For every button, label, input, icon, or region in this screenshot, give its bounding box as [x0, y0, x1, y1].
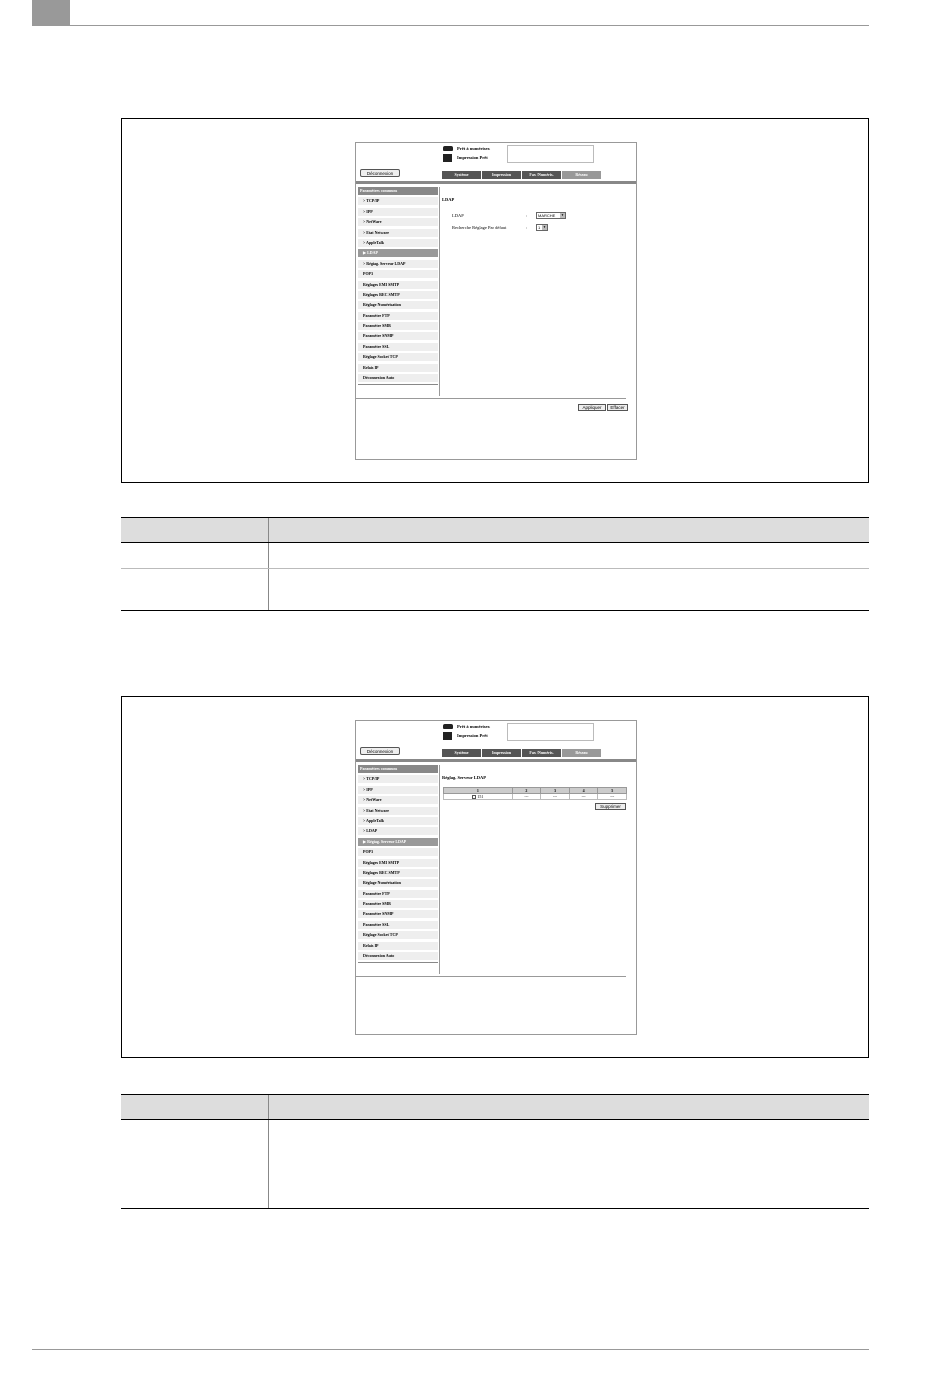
column-header: 1 — [444, 788, 513, 794]
sidebar-item-netware-status[interactable]: > Etat Netware — [358, 229, 438, 237]
table-header-cell — [121, 518, 268, 543]
ldap-select-value: MARCHE — [538, 213, 556, 218]
status-print: Impression Prêt — [457, 155, 488, 160]
scanner-icon — [443, 724, 453, 729]
sidebar — [358, 187, 440, 396]
table-row — [121, 543, 869, 569]
table-header-cell — [268, 1095, 869, 1120]
page-title: LDAP — [442, 197, 455, 202]
server-cell[interactable]: --- — [512, 794, 541, 800]
sidebar — [358, 765, 440, 974]
sidebar-item-pop3[interactable]: POP3 — [358, 848, 438, 856]
tab-bar — [442, 749, 602, 757]
status-box — [507, 723, 594, 741]
sidebar-item-scan[interactable]: Réglage Numérisation — [358, 879, 438, 887]
top-rule — [32, 25, 869, 26]
status-scan: Prêt à numériser. — [457, 146, 491, 151]
sidebar-item-ldap[interactable]: ▶ LDAP — [358, 249, 438, 257]
status-scan: Prêt à numériser. — [457, 724, 491, 729]
tab-fax-scan[interactable]: Fax /Numéris. — [522, 749, 561, 757]
ldap-colon: : — [526, 213, 528, 218]
server-cell[interactable]: --- — [569, 794, 598, 800]
logout-button[interactable]: Déconnexion — [360, 169, 400, 177]
clear-button[interactable]: Effacer — [607, 404, 628, 411]
column-header: 4 — [569, 788, 598, 794]
sidebar-item-appletalk[interactable]: > AppleTalk — [358, 239, 438, 247]
bottom-rule — [32, 1349, 869, 1350]
header-rule — [356, 181, 637, 184]
status-print: Impression Prêt — [457, 733, 488, 738]
table-row — [121, 569, 869, 611]
sidebar-item-smtp-tx[interactable]: Réglages EMI SMTP — [358, 859, 438, 867]
table-cell — [268, 1120, 869, 1209]
default-search-label: Recherche Réglage Par défaut — [452, 225, 507, 230]
sidebar-item-ldap[interactable]: > LDAP — [358, 827, 438, 835]
tab-print[interactable]: Impression — [482, 749, 521, 757]
table-row — [444, 794, 627, 800]
tab-network[interactable]: Réseau — [562, 749, 601, 757]
table-cell — [121, 569, 268, 611]
status-box — [507, 145, 594, 163]
table-header-cell — [268, 518, 869, 543]
server-cell[interactable] — [444, 794, 513, 800]
sidebar-item-auto-logout[interactable]: Déconnexion Auto — [358, 952, 438, 960]
sidebar-item-ftp[interactable]: Paramètre FTP — [358, 890, 438, 898]
sidebar-item-appletalk[interactable]: > AppleTalk — [358, 817, 438, 825]
sidebar-item-netware-status[interactable]: > Etat Netware — [358, 807, 438, 815]
sidebar-item-tcpip[interactable]: > TCP/IP — [358, 197, 438, 205]
sidebar-item-smb[interactable]: Paramètre SMB — [358, 900, 438, 908]
server-cell-value: 151 — [477, 794, 484, 799]
sidebar-category: Paramètres communs — [358, 765, 438, 773]
sidebar-item-netware[interactable]: > NetWare — [358, 218, 438, 226]
column-header: 5 — [598, 788, 627, 794]
server-checkbox[interactable] — [472, 795, 476, 799]
sidebar-item-tcp-socket[interactable]: Réglage Socket TCP — [358, 353, 438, 361]
delete-button[interactable]: Supprimer — [595, 803, 626, 810]
chapter-tab — [32, 0, 70, 25]
ldap-select[interactable] — [536, 212, 566, 219]
sidebar-item-auto-logout[interactable]: Déconnexion Auto — [358, 374, 438, 382]
ldap-server-table — [443, 787, 627, 800]
server-cell[interactable]: --- — [598, 794, 627, 800]
sidebar-item-ssl[interactable]: Paramètre SSL — [358, 343, 438, 351]
table-cell — [268, 569, 869, 611]
sidebar-item-ip-relay[interactable]: Relais IP — [358, 364, 438, 372]
default-search-select[interactable] — [536, 224, 548, 231]
default-search-colon: : — [526, 225, 528, 230]
tab-print[interactable]: Impression — [482, 171, 521, 179]
table-cell — [121, 1120, 268, 1209]
sidebar-item-ssl[interactable]: Paramètre SSL — [358, 921, 438, 929]
sidebar-item-ldap-server[interactable]: > Régiag. Serveur LDAP — [358, 260, 438, 268]
table-cell — [121, 543, 268, 569]
sidebar-divider — [358, 384, 438, 385]
chevron-down-icon: ▼ — [561, 213, 564, 217]
sidebar-divider — [358, 962, 438, 963]
content-divider — [356, 976, 626, 977]
sidebar-item-scan[interactable]: Réglage Numérisation — [358, 301, 438, 309]
sidebar-item-snmp[interactable]: Paramètre SNMP — [358, 910, 438, 918]
printer-icon — [443, 732, 452, 740]
sidebar-item-pop3[interactable]: POP3 — [358, 270, 438, 278]
ldap-label: LDAP — [452, 213, 464, 218]
sidebar-item-ftp[interactable]: Paramètre FTP — [358, 312, 438, 320]
header-rule — [356, 759, 637, 762]
web-ui-ldap — [355, 142, 637, 460]
sidebar-item-tcpip[interactable]: > TCP/IP — [358, 775, 438, 783]
sidebar-item-ipp[interactable]: > IPP — [358, 786, 438, 794]
sidebar-category: Paramètres communs — [358, 187, 438, 195]
description-table-2 — [121, 1094, 869, 1209]
sidebar-item-netware[interactable]: > NetWare — [358, 796, 438, 804]
sidebar-item-snmp[interactable]: Paramètre SNMP — [358, 332, 438, 340]
column-header: 2 — [512, 788, 541, 794]
scanner-icon — [443, 146, 453, 151]
tab-system[interactable]: Système — [442, 749, 481, 757]
sidebar-item-smb[interactable]: Paramètre SMB — [358, 322, 438, 330]
table-cell — [268, 543, 869, 569]
screenshot-frame-ldap — [121, 118, 869, 483]
tab-system[interactable]: Système — [442, 171, 481, 179]
column-header: 3 — [541, 788, 570, 794]
sidebar-item-tcp-socket[interactable]: Réglage Socket TCP — [358, 931, 438, 939]
default-search-value: 1 — [538, 225, 541, 230]
sidebar-item-ldap-server[interactable]: ▶ Régiag. Serveur LDAP — [358, 838, 438, 846]
page-title: Réglag. Serveur LDAP — [442, 775, 487, 780]
screenshot-frame-ldap-server — [121, 696, 869, 1058]
table-header-cell — [121, 1095, 268, 1120]
logout-button[interactable]: Déconnexion — [360, 747, 400, 755]
server-cell[interactable]: --- — [541, 794, 570, 800]
sidebar-item-smtp-rx[interactable]: Réglages REC SMTP — [358, 291, 438, 299]
description-table-1 — [121, 517, 869, 611]
tab-bar — [442, 171, 602, 179]
printer-icon — [443, 154, 452, 162]
sidebar-item-smtp-rx[interactable]: Réglages REC SMTP — [358, 869, 438, 877]
tab-fax-scan[interactable]: Fax /Numéris. — [522, 171, 561, 179]
web-ui-ldap-server — [355, 720, 637, 1035]
tab-network[interactable]: Réseau — [562, 171, 601, 179]
apply-button[interactable]: Appliquer — [578, 404, 606, 411]
sidebar-item-ipp[interactable]: > IPP — [358, 208, 438, 216]
sidebar-item-ip-relay[interactable]: Relais IP — [358, 942, 438, 950]
sidebar-item-smtp-tx[interactable]: Réglages EMI SMTP — [358, 281, 438, 289]
content-divider — [356, 398, 626, 399]
chevron-down-icon: ▼ — [543, 225, 546, 229]
table-row — [121, 1120, 869, 1209]
